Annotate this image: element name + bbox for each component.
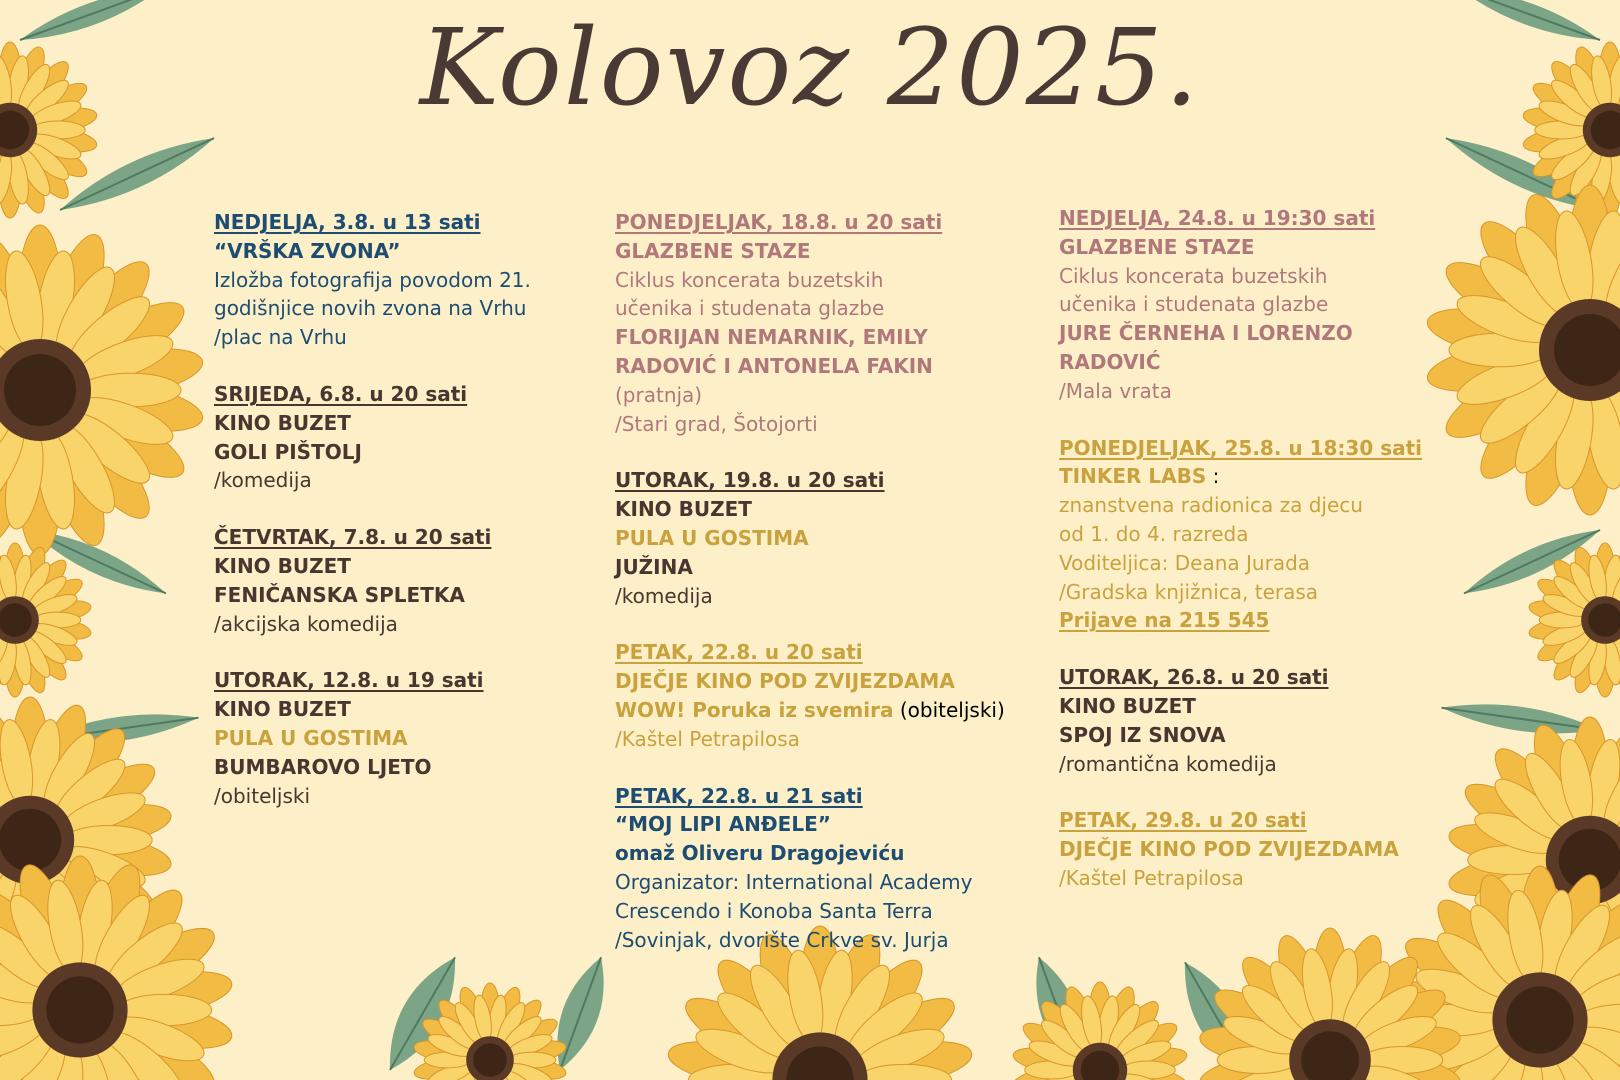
event-line: TINKER LABS :	[1059, 464, 1220, 489]
event-line: PULA U GOSTIMA	[615, 525, 809, 550]
event-line: Crescendo i Konoba Santa Terra	[615, 898, 933, 923]
event-line: /Sovinjak, dvorište Crkve sv. Jurja	[615, 927, 949, 952]
event-line: /akcijska komedija	[214, 611, 398, 636]
event-line: GLAZBENE STAZE	[615, 238, 811, 263]
event-line: KINO BUZET	[214, 697, 351, 722]
event-date: PETAK, 22.8. u 21 sati	[615, 783, 863, 808]
event-line: /Gradska knjižnica, terasa	[1059, 579, 1319, 604]
event-line: (pratnja)	[615, 382, 703, 407]
event-line: Voditeljica: Deana Jurada	[1059, 550, 1311, 575]
event-line: Ciklus koncerata buzetskih	[1059, 263, 1328, 288]
event-line: RADOVIĆ	[1059, 349, 1161, 374]
event-line: /obiteljski	[214, 783, 311, 808]
event-date: PONEDJELJAK, 18.8. u 20 sati	[615, 210, 943, 234]
event-line: Organizator: International Academy	[615, 869, 973, 894]
event-line: omaž Oliveru Dragojeviću	[615, 841, 905, 866]
event-line: /Mala vrata	[1059, 378, 1172, 403]
event-date: UTORAK, 12.8. u 19 sati	[214, 668, 484, 693]
event	[615, 208, 1035, 438]
event-line: /plac na Vrhu	[214, 325, 347, 350]
event-date: PETAK, 22.8. u 20 sati	[615, 640, 863, 665]
event-date: SRIJEDA, 6.8. u 20 sati	[214, 381, 468, 406]
event-line: SPOJ IZ SNOVA	[1059, 722, 1226, 747]
event-line: znanstvena radionica za djecu	[1059, 493, 1363, 518]
event-line: JUŽINA	[615, 554, 693, 579]
sunflower-icon	[0, 856, 235, 1080]
event-line: Prijave na 215 545	[1059, 608, 1270, 633]
event-date: UTORAK, 26.8. u 20 sati	[1059, 665, 1329, 690]
event-line: učenika i studenata glazbe	[615, 296, 885, 321]
event	[615, 466, 1035, 610]
event-line: PULA U GOSTIMA	[214, 725, 408, 750]
event-line: JURE ČERNEHA I LORENZO	[1059, 321, 1353, 346]
event	[214, 208, 594, 352]
event-line: BUMBAROVO LJETO	[214, 754, 432, 779]
event-line: učenika i studenata glazbe	[1059, 292, 1329, 317]
event-date: PONEDJELJAK, 25.8. u 18:30 sati	[1059, 435, 1423, 460]
event-line: /romantična komedija	[1059, 751, 1277, 776]
event-line: /Kaštel Petrapilosa	[1059, 865, 1244, 890]
sunflower-icon	[0, 225, 206, 555]
event	[214, 380, 594, 495]
event	[214, 523, 594, 638]
event-line: KINO BUZET	[615, 497, 752, 522]
event-line: “VRŠKA ZVONA”	[214, 238, 401, 263]
schedule-column-2	[615, 208, 1035, 982]
event-line: Ciklus koncerata buzetskih	[615, 267, 884, 292]
event-date: UTORAK, 19.8. u 20 sati	[615, 468, 885, 493]
event	[1059, 663, 1459, 778]
event-line: KINO BUZET	[214, 410, 351, 435]
event	[1059, 204, 1459, 406]
event-line: FLORIJAN NEMARNIK, EMILY	[615, 325, 928, 350]
event-line: FENIČANSKA SPLETKA	[214, 582, 465, 607]
event	[1059, 806, 1459, 892]
event-line: WOW! Poruka iz svemira (obiteljski)	[615, 697, 1005, 722]
event-date: NEDJELJA, 3.8. u 13 sati	[214, 210, 481, 234]
page-title: Kolovoz 2025.	[419, 6, 1201, 129]
sunflower-icon	[0, 543, 93, 697]
event-date: PETAK, 29.8. u 20 sati	[1059, 808, 1307, 833]
schedule-column-1	[214, 208, 594, 838]
event-line: /komedija	[615, 583, 713, 608]
event-line: godišnjice novih zvona na Vrhu	[214, 296, 527, 321]
event-line: KINO BUZET	[214, 553, 351, 578]
event-line: “MOJ LIPI ANĐELE”	[615, 812, 831, 837]
event-line: Izložba fotografija povodom 21.	[214, 267, 531, 292]
event-line: od 1. do 4. razreda	[1059, 521, 1249, 546]
event-line: DJEČJE KINO POD ZVIJEZDAMA	[615, 669, 955, 694]
event	[214, 666, 594, 810]
event	[615, 782, 1035, 955]
event-line: /Kaštel Petrapilosa	[615, 726, 800, 751]
event-line: RADOVIĆ I ANTONELA FAKIN	[615, 353, 933, 378]
event-line: /komedija	[214, 468, 312, 493]
event-line: KINO BUZET	[1059, 693, 1196, 718]
event-date: NEDJELJA, 24.8. u 19:30 sati	[1059, 206, 1376, 230]
event	[615, 638, 1035, 753]
event-line: GLAZBENE STAZE	[1059, 234, 1255, 259]
event-line: GOLI PIŠTOLJ	[214, 439, 362, 464]
event-line: DJEČJE KINO POD ZVIJEZDAMA	[1059, 837, 1399, 862]
event-date: ČETVRTAK, 7.8. u 20 sati	[214, 525, 492, 550]
event-line: /Stari grad, Šotojorti	[615, 411, 818, 436]
schedule-column-3	[1059, 204, 1459, 921]
event	[1059, 434, 1459, 636]
